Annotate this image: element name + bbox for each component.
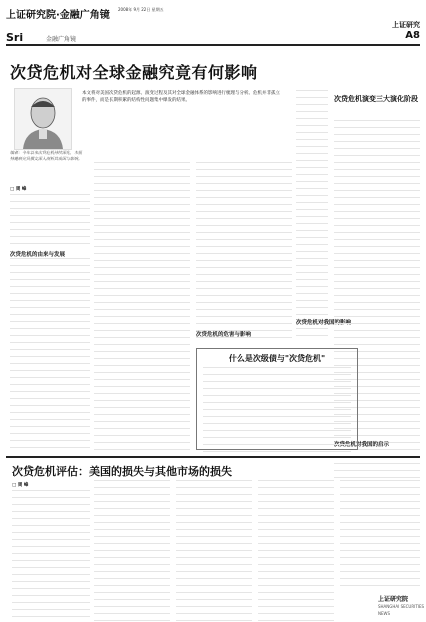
section-name: 上证研究 (392, 21, 420, 29)
box-title: 什么是次级债与"次贷危机" (228, 354, 326, 363)
subhead-lessons: 次贷危机对我国的启示 (334, 442, 390, 448)
article1-headline: 次贷危机对全球金融究竟有何影响 (10, 63, 258, 82)
article1-intro: 本文将对美国次贷危机的起源、演变过程及其对全球金融体系的影响进行梳理与分析。危机并非孤立的事件，而是长期积累的结构性问题集中爆发的结果。 (82, 91, 280, 103)
author-portrait (14, 88, 72, 150)
a2-column-5 (340, 480, 420, 592)
a2-column-4 (258, 480, 334, 622)
article2-headline: 次贷危机评估：美国的损失与其他市场的损失 (12, 465, 232, 478)
box-text (203, 367, 351, 458)
sri-label: Sri (6, 31, 24, 44)
masthead (6, 4, 420, 42)
text-column-1 (10, 194, 90, 250)
text-column-1b (10, 258, 90, 454)
article2-author: □ 周 峰 (12, 483, 29, 488)
logo-sub: SHANGHAI SECURITIES NEWS (378, 604, 425, 616)
sidebar-title: 次贷危机演变三大演化阶段 (334, 95, 418, 103)
logo-name: 上证研究院 (378, 596, 409, 603)
publisher-logo (378, 596, 426, 617)
article1-author: □ 周 峰 (10, 187, 27, 192)
subhead-impact: 次贷危机的危害与影响 (196, 332, 252, 338)
subhead-origin: 次贷危机的由来与发展 (10, 252, 66, 258)
masthead-rule (6, 44, 420, 46)
text-column-4 (296, 90, 328, 342)
portrait-icon (15, 89, 71, 149)
a2-column-1 (12, 490, 90, 622)
a2-column-2 (94, 480, 170, 622)
section-divider (6, 456, 420, 458)
text-column-2 (94, 162, 190, 463)
text-column-3 (196, 162, 292, 344)
date-line: 2008年 9月 22日 星期五 (118, 7, 164, 12)
page-number: A8 (405, 30, 420, 41)
subhead-china: 次贷危机对我国的影响 (296, 320, 352, 326)
article1-caption: 编者：今年以来次贷危机持续深化，本报特邀研究员撰文深入剖析其成因与影响。 (10, 150, 82, 161)
paper-name: 上证研究院·金融广角镜 (6, 10, 110, 21)
a2-column-3 (176, 480, 252, 622)
column-name: 金融广角镜 (46, 36, 77, 43)
explainer-box (196, 348, 358, 450)
